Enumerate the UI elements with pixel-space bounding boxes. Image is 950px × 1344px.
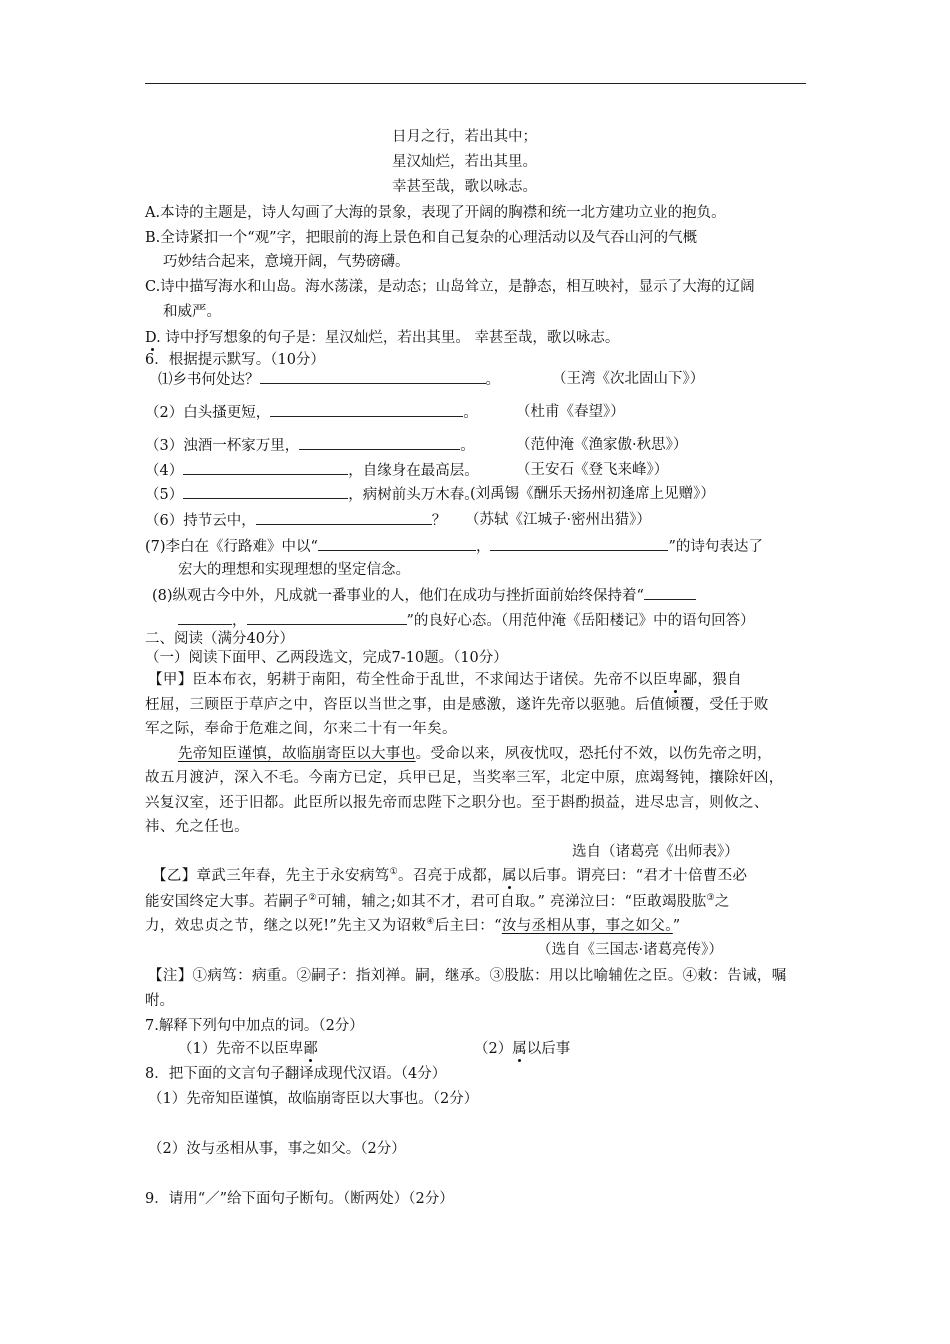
q6-item-5-prompt: （5） xyxy=(145,487,184,503)
q7-item-text: （1）先帝不以臣 xyxy=(178,1041,289,1057)
option-c-line-2: 和威严。 xyxy=(163,304,221,320)
answer-blank[interactable] xyxy=(247,610,407,625)
dotted-char: 鄙 xyxy=(303,1041,318,1057)
answer-blank[interactable] xyxy=(644,585,696,600)
footnote-marker: ② xyxy=(308,893,317,904)
jia-text: 鄙，猥自 xyxy=(682,672,743,688)
q8-title: 8．把下面的文言句子翻译成现代汉语。（4分） xyxy=(145,1066,447,1082)
q6-item-7-comma: ， xyxy=(475,539,491,555)
dotted-char: 卑 xyxy=(667,672,683,688)
underlined-sentence: 汝与丞相从事，事之如父。 xyxy=(501,918,673,934)
section-2-subtitle: （一）阅读下面甲、乙两段选文，完成7-10题。（10分） xyxy=(145,650,508,666)
answer-blank[interactable] xyxy=(299,435,460,450)
yi-line-2 xyxy=(145,892,730,912)
footnote-marker: ④ xyxy=(426,917,435,928)
yi-text: ” xyxy=(672,918,681,934)
header-rule xyxy=(145,83,806,84)
q7-item-text: （2） xyxy=(474,1041,513,1057)
note-line-2: 咐。 xyxy=(145,993,174,1009)
answer-blank[interactable] xyxy=(318,536,476,551)
q9-title: 9．请用“／”给下面句子断句。（断两处）（2分） xyxy=(145,1191,454,1207)
option-b-line-1: B.全诗紧扣一个“观”字，把眼前的海上景色和自己复杂的心理活动以及气吞山河的气概 xyxy=(145,230,698,246)
q6-item-3-prompt: （3）浊酒一杯家万里， xyxy=(145,438,300,454)
q6-item-4-end: ，自缘身在最高层。 xyxy=(348,463,479,479)
q6-item-6-end: ？ xyxy=(431,513,447,529)
q7-item-2 xyxy=(474,1039,570,1059)
q6-item-5-source: (刘禹锡《酬乐天扬州初逢席上见赠》） xyxy=(470,486,715,502)
answer-blank[interactable] xyxy=(183,460,348,475)
q6-item-4-prompt: （4） xyxy=(145,463,184,479)
note-line-1: 【注】①病笃：病重。②嗣子：指刘禅。嗣，继承。③股肱：用以比喻辅佐之臣。④敕：告诫，嘱 xyxy=(148,968,787,984)
answer-blank[interactable] xyxy=(183,484,348,499)
q6-item-2-end: 。 xyxy=(463,405,478,421)
q6-item-2 xyxy=(145,402,478,423)
footnote-marker: ③ xyxy=(706,893,715,904)
dotted-char: 属 xyxy=(501,868,517,884)
q6-item-7-prompt: (7)李白在《行路难》中以“ xyxy=(145,539,318,555)
q6-item-7 xyxy=(145,536,763,557)
q6-item-4-source: （王安石《登飞来峰》） xyxy=(516,462,669,478)
answer-blank[interactable] xyxy=(256,510,432,525)
poem-line-3: 幸甚至哉，歌以咏志。 xyxy=(392,179,537,195)
q8-item-1: （1）先帝知臣谨慎，故临崩寄臣以大事也。（2分） xyxy=(148,1091,479,1107)
q6-title: 6．根据提示默写。（10分） xyxy=(145,352,325,368)
jia-text: 。受命以来，夙夜忧叹，恐托付不效，以伤先帝之明， xyxy=(415,746,773,762)
q6-item-2-source: （杜甫《春望》） xyxy=(516,404,625,420)
q6-item-1-source: （王湾《次北固山下》） xyxy=(552,371,705,387)
q7-item-text: 卑 xyxy=(288,1041,304,1057)
q6-item-8-end: ”的良好心态。（用范仲淹《岳阳楼记》中的语句回答） xyxy=(406,613,755,629)
answer-blank[interactable] xyxy=(260,369,486,384)
q6-item-2-prompt: （2）白头搔更短， xyxy=(145,405,271,421)
q6-item-7-end: ”的诗句表达了 xyxy=(668,539,763,555)
yi-text: 能安国终定大事。若嗣子 xyxy=(145,894,309,910)
q8-item-2: （2）汝与丞相从事，事之如父。（2分） xyxy=(148,1141,406,1157)
option-a: A.本诗的主题是，诗人勾画了大海的景象，表现了开阔的胸襟和统一北方建功立业的抱负。 xyxy=(145,205,726,221)
option-d-letter: D. xyxy=(145,330,161,346)
option-d-text: 诗中抒写想象的句子是：星汉灿烂，若出其里。 幸甚至哉，歌以咏志。 xyxy=(160,330,620,346)
underlined-sentence: 先帝知臣谨慎，故临崩寄臣以大事也 xyxy=(178,746,416,762)
yi-text: 之 xyxy=(714,894,730,910)
jia-line-6: 兴复汉室，还于旧都。此臣所以报先帝而忠陛下之职分也。至于斟酌损益，进尽忠言，则攸之、 xyxy=(145,795,769,811)
jia-text: 【甲】臣本布衣，躬耕于南阳，苟全性命于乱世，不求闻达于诸侯。先帝不以臣 xyxy=(148,672,668,688)
q6-item-8-line-2 xyxy=(178,610,755,631)
option-b-line-2: 巧妙结合起来，意境开阔，气势磅礴。 xyxy=(163,254,410,270)
option-c-line-1: C.诗中描写海水和山岛。海水荡漾，是动态；山岛耸立，是静态，相互映衬，显示了大海的辽阔 xyxy=(145,279,755,295)
answer-blank[interactable] xyxy=(490,536,668,551)
q6-item-3 xyxy=(145,435,475,456)
yi-text: 【乙】章武三年春，先主于永安病笃 xyxy=(152,868,390,884)
yi-source: （选自《三国志·诸葛亮传》） xyxy=(537,942,723,958)
q6-item-3-end: 。 xyxy=(460,438,475,454)
jia-line-2: 枉屈，三顾臣于草庐之中，咨臣以当世之事，由是感激，遂许先帝以驱驰。后值倾覆，受任于败 xyxy=(145,697,769,713)
jia-line-1 xyxy=(148,670,742,690)
poem-line-1: 日月之行，若出其中； xyxy=(392,129,537,145)
jia-line-3: 军之际，奉命于危难之间，尔来二十有一年矣。 xyxy=(145,721,457,737)
q6-item-8-line-1 xyxy=(152,585,696,606)
q6-item-8-prompt: (8)纵观古今中外，凡成就一番事业的人，他们在成功与挫折面前始终保持着“ xyxy=(152,588,644,604)
yi-line-1 xyxy=(152,866,747,886)
q6-item-1-end: 。 xyxy=(485,372,500,388)
yi-text: 后主曰：“ xyxy=(434,918,502,934)
option-d xyxy=(145,328,619,348)
q6-item-1 xyxy=(158,369,500,390)
q6-item-4 xyxy=(145,460,479,481)
q6-item-3-source: （范仲淹《渔家傲·秋思》） xyxy=(516,437,688,453)
dotted-char: 属 xyxy=(512,1041,527,1057)
q6-item-6 xyxy=(145,510,446,531)
yi-text: 力，效忠贞之节，继之以死!”先主又为诏敕 xyxy=(145,918,427,934)
footnote-marker: ① xyxy=(389,867,399,878)
yi-text: 以后事。谓亮曰：“君才十倍曹丕必 xyxy=(516,868,748,884)
yi-text: 可辅，辅之;如其不才，君可自取。” 亮涕泣曰：“臣敢竭股肱 xyxy=(316,894,707,910)
q7-item-1 xyxy=(178,1039,318,1059)
q7-item-text: 以后事 xyxy=(526,1041,571,1057)
answer-blank[interactable] xyxy=(178,610,232,625)
yi-text: 。召亮于成都， xyxy=(398,868,502,884)
q6-item-6-source: （苏轼《江城子·密州出猎》） xyxy=(465,512,651,528)
answer-blank[interactable] xyxy=(270,402,463,417)
yi-line-3 xyxy=(145,916,681,936)
jia-line-4 xyxy=(178,744,772,764)
q6-item-7-cont: 宏大的理想和实现理想的坚定信念。 xyxy=(178,562,410,578)
poem-line-2: 星汉灿烂，若出其里。 xyxy=(392,154,537,170)
q6-item-1-prompt: ⑴乡书何处达？ xyxy=(158,372,260,388)
q6-item-6-prompt: （6）持节云中， xyxy=(145,513,256,529)
jia-source: 选自（诸葛亮《出师表》） xyxy=(572,844,739,860)
jia-line-7: 祎、允之任也。 xyxy=(145,819,249,835)
q7-title: 7.解释下列句中加点的词。（2分） xyxy=(145,1018,364,1034)
q6-item-5-end: ，病树前头万木春。 xyxy=(348,487,479,503)
q6-item-5 xyxy=(145,484,479,505)
q6-item-8-comma: ， xyxy=(232,613,247,629)
section-2-title: 二、阅读（满分40分） xyxy=(145,631,294,647)
jia-line-5: 故五月渡泸，深入不毛。今南方已定，兵甲已足，当奖率三军，北定中原，庶竭驽钝，攘除奸凶， xyxy=(145,770,784,786)
